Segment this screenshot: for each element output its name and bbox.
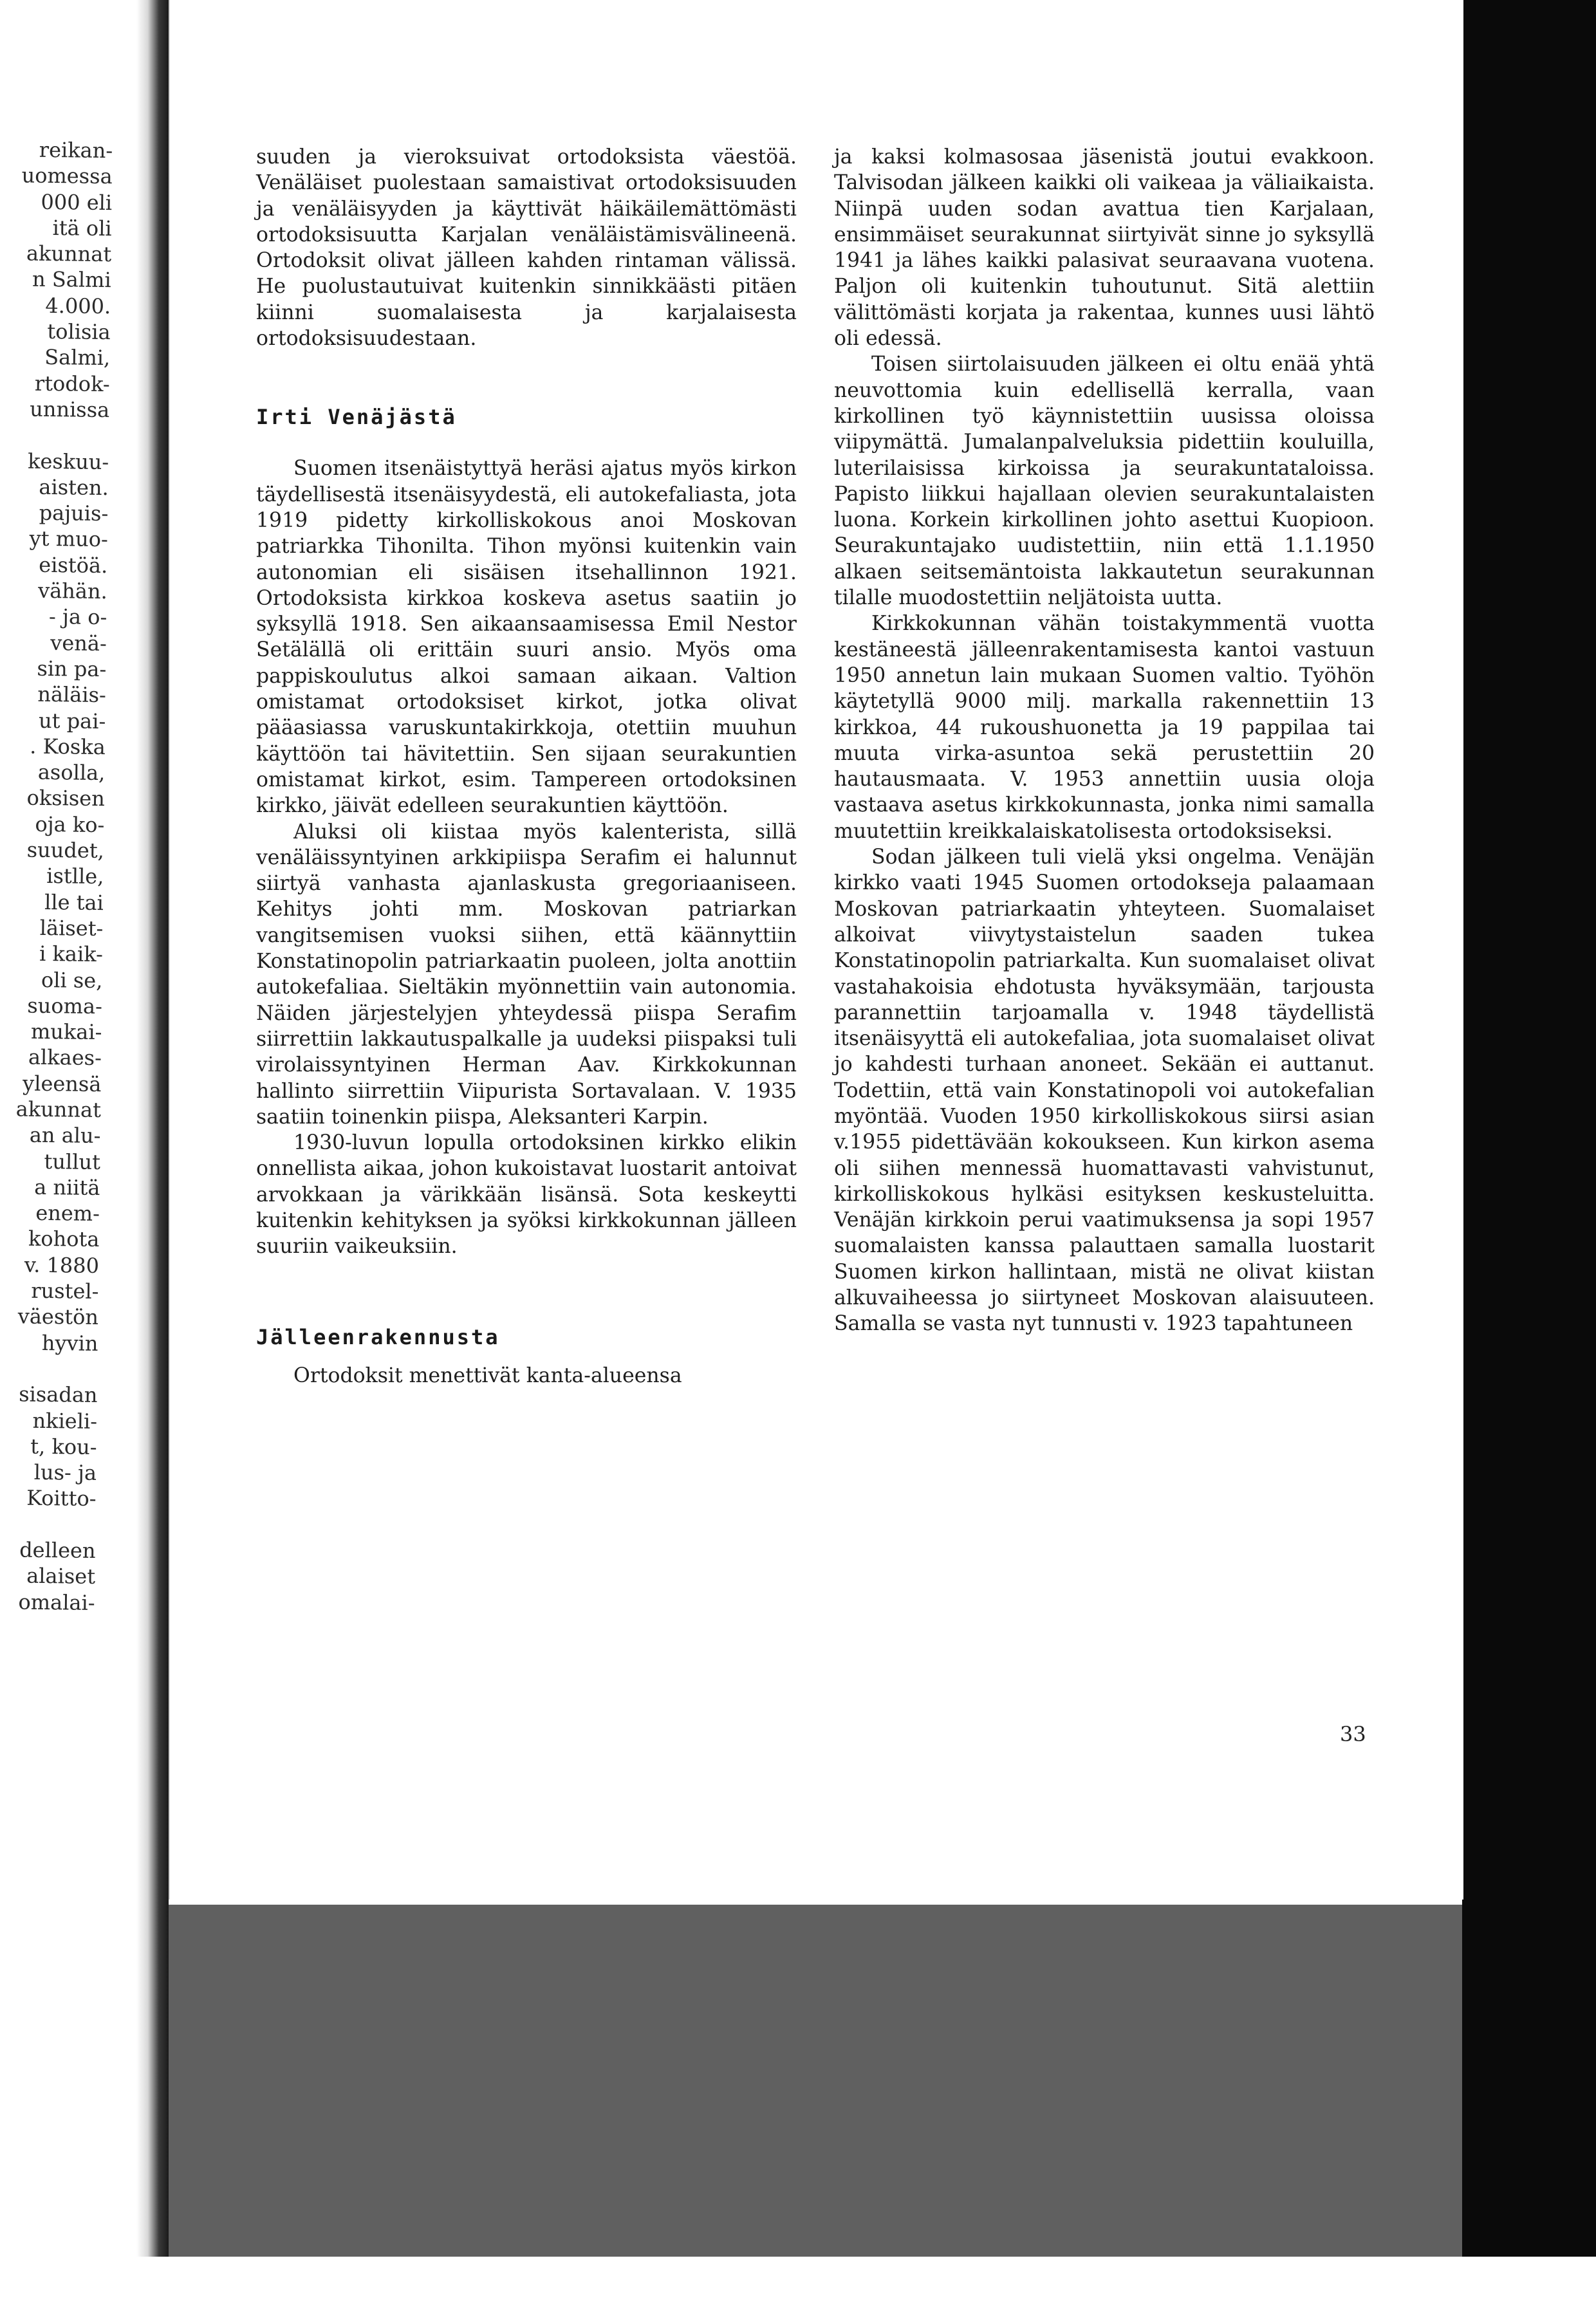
left-page-line: nkieli- [32,1408,98,1434]
left-page-line: eistöä. [39,552,108,578]
left-page-line: uomessa [21,163,113,189]
paragraph: Kirkkokunnan vähän toistakymmentä vuotta kestäneestä jälleenrakentamisesta kantoi vastuun 1950 annetun lain mukaan Suomen valtio. Työhön käytetyllä 9000 milj. markalla rakennettiin 13 kirkkoa, 44 rukoushuonetta ja 19 pappilaa tai muuta virka-asuntoa sekä perustettiin 20 hautausmaata. V. 1953 annettiin uusia oloja vastaava asetus kirkkokunnasta, jonka nimi samalla muutettiin kreikkalaiskatolisesta ortodoksiseksi. [834,612,1375,843]
paragraph: ja kaksi kolmasosaa jäsenistä joutui evakkoon. Talvisodan jälkeen kaikki oli vaikeaa ja väliaikaista. Niinpä uuden sodan avattua tien Karjalaan, ensimmäiset seurakunnat siirtyivät sinne jo syksyllä 1941 ja lähes kaikki palasivat seuraavana vuotena. Paljon oli kuitenkin tuhoutunut. Sitä alettiin välittömästi korjata ja rakentaa, kunnes uusi lähtö oli edessä. [834,145,1375,351]
left-page-line: oli se, [41,967,103,993]
paragraph: Ortodoksit menettivät kanta-alueensa [293,1364,682,1387]
scan-edge [1462,0,1596,2257]
column-right [834,144,1375,1337]
scan-background [84,1905,1596,2257]
left-page-line: tolisia [47,319,111,345]
left-page-line: unnissa [30,396,110,423]
paragraph: suuden ja vieroksuivat ortodoksista väestöä. Venäläiset puolestaan samaistivat ortodoksisuuden ja venäläisyyden ja käyttivät häikäilemättömästi ortodoksisuutta Karjalan venäläistämisvälineenä. Ortodoksit olivat jälleen kahden rintaman välissä. He puolustautuivat kuitenkin sinnikkäästi pitäen kiinni suomalaisesta ja karjalaisesta ortodoksisuudestaan. [256,145,797,351]
left-page-line: . Koska [30,734,106,759]
left-page-line: tullut [44,1149,101,1174]
left-page-line: Salmi, [44,345,111,371]
left-page-line: an alu- [29,1122,101,1149]
left-page-line: yt muo- [29,526,108,552]
book-gutter [136,0,169,2257]
paragraph: Suomen itsenäistyttyä heräsi ajatus myös kirkon täydellisestä itsenäisyydestä, eli autokefaliasta, jota 1919 pidetty kirkolliskokous anoi Moskovan patriarkka Tihonilta. Tihon myönsi kuitenkin vain autonomian eli sisäisen itsehallinnon 1921. Ortodoksista kirkkoa koskeva asetus saatiin jo syksyllä 1918. Sen aikaansaamisessa Emil Nestor Setälällä oli erittäin suuri ansio. Myös oma pappiskoulutus alkoi samaan aikaan. Valtion omistamat ortodoksiset kirkot, jotka olivat pääasiassa varuskuntakirkkoja, otettiin muuhun käyttöön tai hävitettiin. Sen sijaan seurakuntien omistamat kirkot, esim. Tampereen ortodoksinen kirkko, jäivät edelleen seurakuntien käyttöön. [256,457,797,818]
left-page-line: lus- ja [33,1459,97,1486]
left-page-line: yleensä [22,1071,102,1096]
left-page-text [0,136,113,1616]
left-page-line: - ja o- [48,604,107,630]
page-number: 33 [1340,1722,1366,1746]
left-page-line: oksisen [26,786,106,811]
left-page-line: v. 1880 [24,1252,100,1278]
left-page-line: aisten. [39,474,109,500]
left-page-line: t, kou- [30,1434,97,1459]
left-page-line: kohota [28,1226,100,1252]
left-page-line: rustel- [31,1278,99,1304]
left-page-line: väestön [17,1304,99,1330]
paragraph: Aluksi oli kiistaa myös kalenterista, sillä venäläissyntyinen arkkipiispa Serafim ei halunnut siirtyä vanhasta ajanlaskusta gregoriaaniseen. Kehitys johti mm. Moskovan patriarkan vangitsemisen vuoksi siihen, että käännyttiin Konstatinopolin patriarkaatin puoleen, jolta anottiin autokefaliaa. Sieltäkin myönnettiin vain autonomia. Näiden järjestelyjen yhteydessä piispa Serafim siirrettiin lakkautuspalkalle ja uudeksi piispaksi tuli virolaissyntyinen Herman Aav. Kirkkokunnan hallinto siirrettiin Viipurista Sortavalaan. V. 1935 saatiin toinenkin piispa, Aleksanteri Karpin. [256,820,797,1129]
left-page-line: istlle, [46,864,104,889]
left-page-line: pajuis- [39,500,109,526]
left-page-line: venä- [50,630,107,656]
left-page-line: Koitto- [26,1486,97,1512]
left-page-line: reikan- [39,137,113,163]
left-page-line: suudet, [26,837,105,864]
left-page-line: itä oli [52,215,112,241]
paragraph: 1930-luvun lopulla ortodoksinen kirkko elikin onnellista aikaa, johon kukoistavat luostarit antoivat arvokkaan ja värikkään lisänsä. Sota keskeytti kuitenkin kehityksen ja syöksi kirkkokunnan jälleen suuriin vaikeuksiin. [256,1131,797,1259]
left-page-line [0,1510,96,1538]
left-page-line: ut pai- [38,708,106,734]
left-page-line: sisadan [18,1382,98,1408]
left-page-line: enem- [35,1200,100,1226]
left-page-line: oja ko- [35,811,105,837]
left-page-line: suoma- [27,993,103,1019]
left-page-line: omalai- [18,1589,95,1615]
left-page-line: akunnat [26,241,112,267]
section-heading: Jälleenrakennusta [256,1324,500,1349]
left-page-line: keskuu- [27,449,109,474]
left-page-line: delleen [19,1537,96,1564]
column-left [256,144,797,1389]
left-page-line: sin pa- [37,656,107,682]
left-page-line: lle tai [44,889,104,915]
paragraph: Sodan jälkeen tuli vielä yksi ongelma. Venäjän kirkko vaati 1945 Suomen ortodokseja palaamaan Moskovan patriarkaatin yhteyteen. Suomalaiset alkoivat viivytystaistelun saaden tukea Konstatinopolin patriarkalta. Kun suomalaiset olivat vastahakoisia ehdotusta hyväksymään, tarjousta parannettiin tarjoamalla v. 1948 täydellistä itsenäisyyttä eli autokefaliaa, jota suomalaiset olivat jo kahdesti turhaan anoneet. Sekään ei auttanut. Todettiin, että vain Konstatinopoli voi autokefalian myöntää. Vuoden 1950 kirkolliskokous siirsi asian v.1955 pidettävään kokoukseen. Kun kirkon asema oli siihen mennessä huomattavasti vahvistunut, kirkolliskokous hylkäsi esityksen keskusteluitta. Venäjän kirkkoin perui vaatimuksensa ja sopi 1957 suomalaisten kanssa palauttaen samalla luostarit Suomen kirkon hallintaan, mistä ne olivat kiistan alkuvaiheessa jo siirtyneet Moskovan alaisuuteen. Samalla se vasta nyt tunnusti v. 1923 tapahtuneen [834,846,1375,1336]
paragraph: Toisen siirtolaisuuden jälkeen ei oltu enää yhtä neuvottomia kuin edellisellä kerralla, vaan kirkollinen työ käynnistettiin uusissa oloissa viipymättä. Jumalanpalveluksia pidettiin kouluilla, luterilaisissa kirkoissa ja seurakuntataloissa. Papisto liikkui hajallaan olevien seurakuntalaisten luona. Korkein kirkollinen johto asettui Kuopioon. Seurakuntajako uudistettiin, niin että 1.1.1950 alkaen seitsemäntoista lakkautetun seurakunnan tilalle muodostettiin neljätoista uutta. [834,353,1375,610]
left-page-line: akunnat [15,1096,102,1123]
left-page-line: läiset- [39,915,104,941]
left-page-line: rtodok- [34,371,110,396]
left-page-line: 4.000. [45,293,111,319]
left-page-line: a niitä [33,1174,100,1200]
left-page-line: n Salmi [32,267,111,293]
left-page-line [0,1355,98,1383]
left-page-line: mukai- [30,1019,102,1045]
left-page-line [0,421,109,449]
left-page-line: hyvin [41,1330,98,1356]
left-page-line: i kaik- [39,941,104,967]
left-page-line: näläis- [37,682,107,708]
left-page-line: alaiset [26,1564,96,1589]
left-page-line: asolla, [37,759,106,786]
left-page-line: alkaes- [28,1045,102,1071]
section-heading: Irti Venäjästä [256,405,457,430]
left-page-line: vähän. [37,578,108,604]
left-page-line: 000 eli [41,189,113,215]
